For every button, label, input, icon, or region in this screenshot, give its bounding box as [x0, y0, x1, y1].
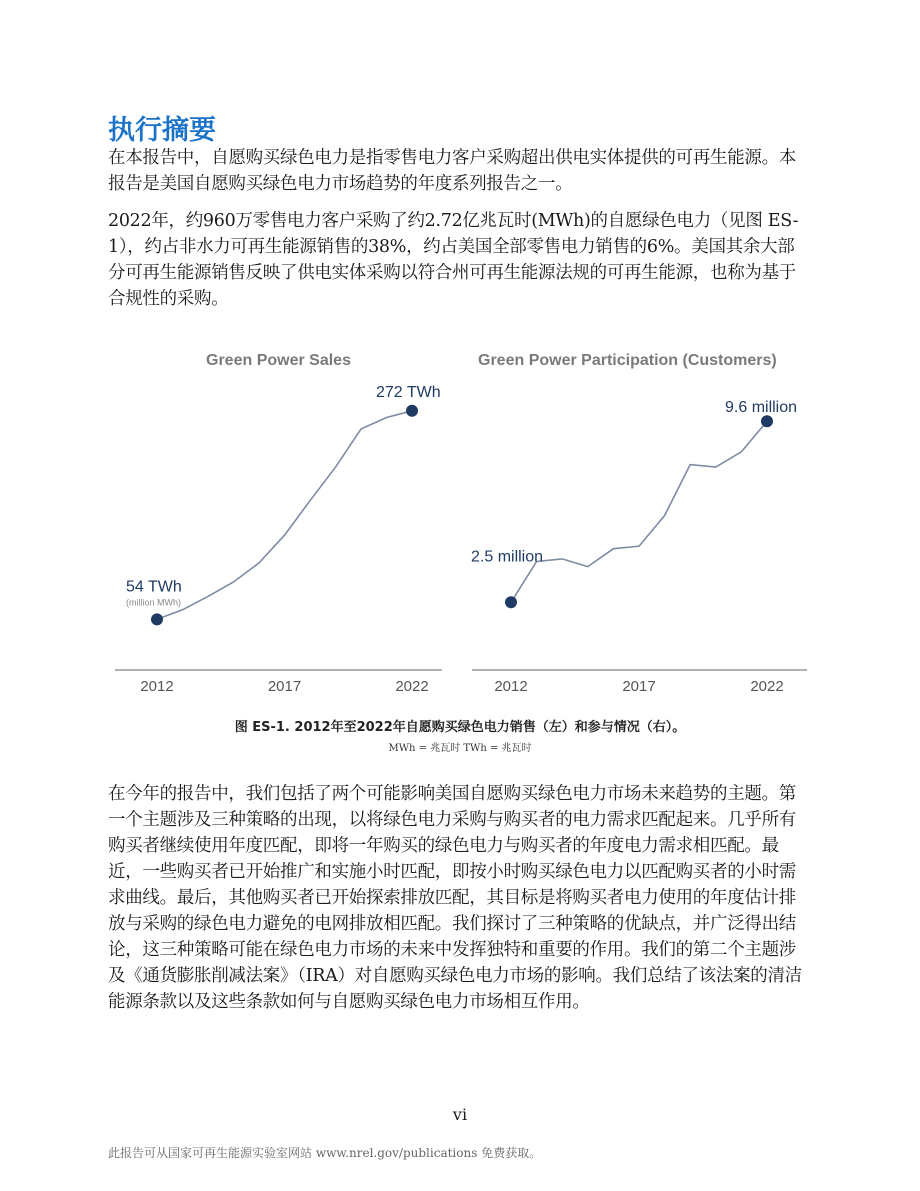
start-unit-label: (million MWh) [126, 597, 181, 608]
footer-text: 此报告可从国家可再生能源实验室网站 www.nrel.gov/publications 免费获取。 [108, 1146, 542, 1160]
start-value-label: 2.5 million [471, 548, 544, 566]
figure-caption: 图 ES-1. 2012年至2022年自愿购买绿色电力销售（左）和参与情况（右）。 [234, 720, 686, 735]
x-tick-label: 2012 [140, 678, 174, 695]
end-point [406, 405, 418, 417]
x-tick-label: 2022 [750, 678, 784, 695]
series-line [511, 421, 767, 602]
x-tick-label: 2017 [267, 678, 302, 695]
x-tick-label: 2017 [622, 678, 656, 695]
chart-title: Green Power Participation (Customers) [478, 352, 777, 369]
figure-es1-charts [100, 336, 815, 698]
start-point [151, 613, 163, 625]
x-tick-label: 2022 [395, 678, 429, 695]
unit-note: MWh = 兆瓦时 TWh = 兆瓦时 [388, 743, 532, 754]
chart-title: Green Power Sales [206, 352, 351, 369]
series-line [157, 411, 412, 620]
end-value-label: 272 TWh [376, 383, 441, 401]
page-number: vi [452, 1105, 468, 1124]
start-point [505, 596, 517, 608]
end-point [761, 415, 773, 427]
section-heading: 执行摘要 [108, 115, 216, 146]
paragraph-report-themes: 在今年的报告中，我们包括了两个可能影响美国自愿购买绿色电力市场未来趋势的主题。第一个主题涉及三种策略的出现，以将绿色电力采购与购买者的电力需求匹配起来。几乎所有购买者继续使用年度匹配，即将一年购买的绿色电力与购买者的年度电力需求相匹配。最近，一些购买者已开始推广和实施小时匹配，即按小时购买绿色电力以匹配购买者的小时需求曲线。最后，其他购买者已开始探索排放匹配，其目标是将购买者电力使用的年度估计排放与采购的绿色电力避免的电网排放相匹配。我们探讨了三种策略的优缺点，并广泛得出结论，这三种策略可能在绿色电力市场的未来中发挥独特和重要的作用。我们的第二个主题涉及《通货膨胀削减法案》（IRA）对自愿购买绿色电力市场的影响。我们总结了该法案的清洁能源条款以及这些条款如何与自愿购买绿色电力市场相互作用。 [108, 784, 802, 1012]
x-tick-label: 2012 [494, 678, 528, 695]
paragraph-intro: 在本报告中，自愿购买绿色电力是指零售电力客户采购超出供电实体提供的可再生能源。本报告是美国自愿购买绿色电力市场趋势的年度系列报告之一。 [108, 148, 796, 194]
start-value-label: 54 TWh [126, 578, 182, 596]
end-value-label: 9.6 million [725, 399, 798, 417]
paragraph-2022-summary: 2022年，约960万零售电力客户采购了约2.72亿兆瓦时(MWh)的自愿绿色电力（见图 ES-1），约占非水力可再生能源销售的38%，约占美国全部零售电力销售的6%。美国其余大部分可再生能源销售反映了供电实体采购以符合州可再生能源法规的可再生能源，也称为基于合规性的采购。 [108, 211, 799, 309]
